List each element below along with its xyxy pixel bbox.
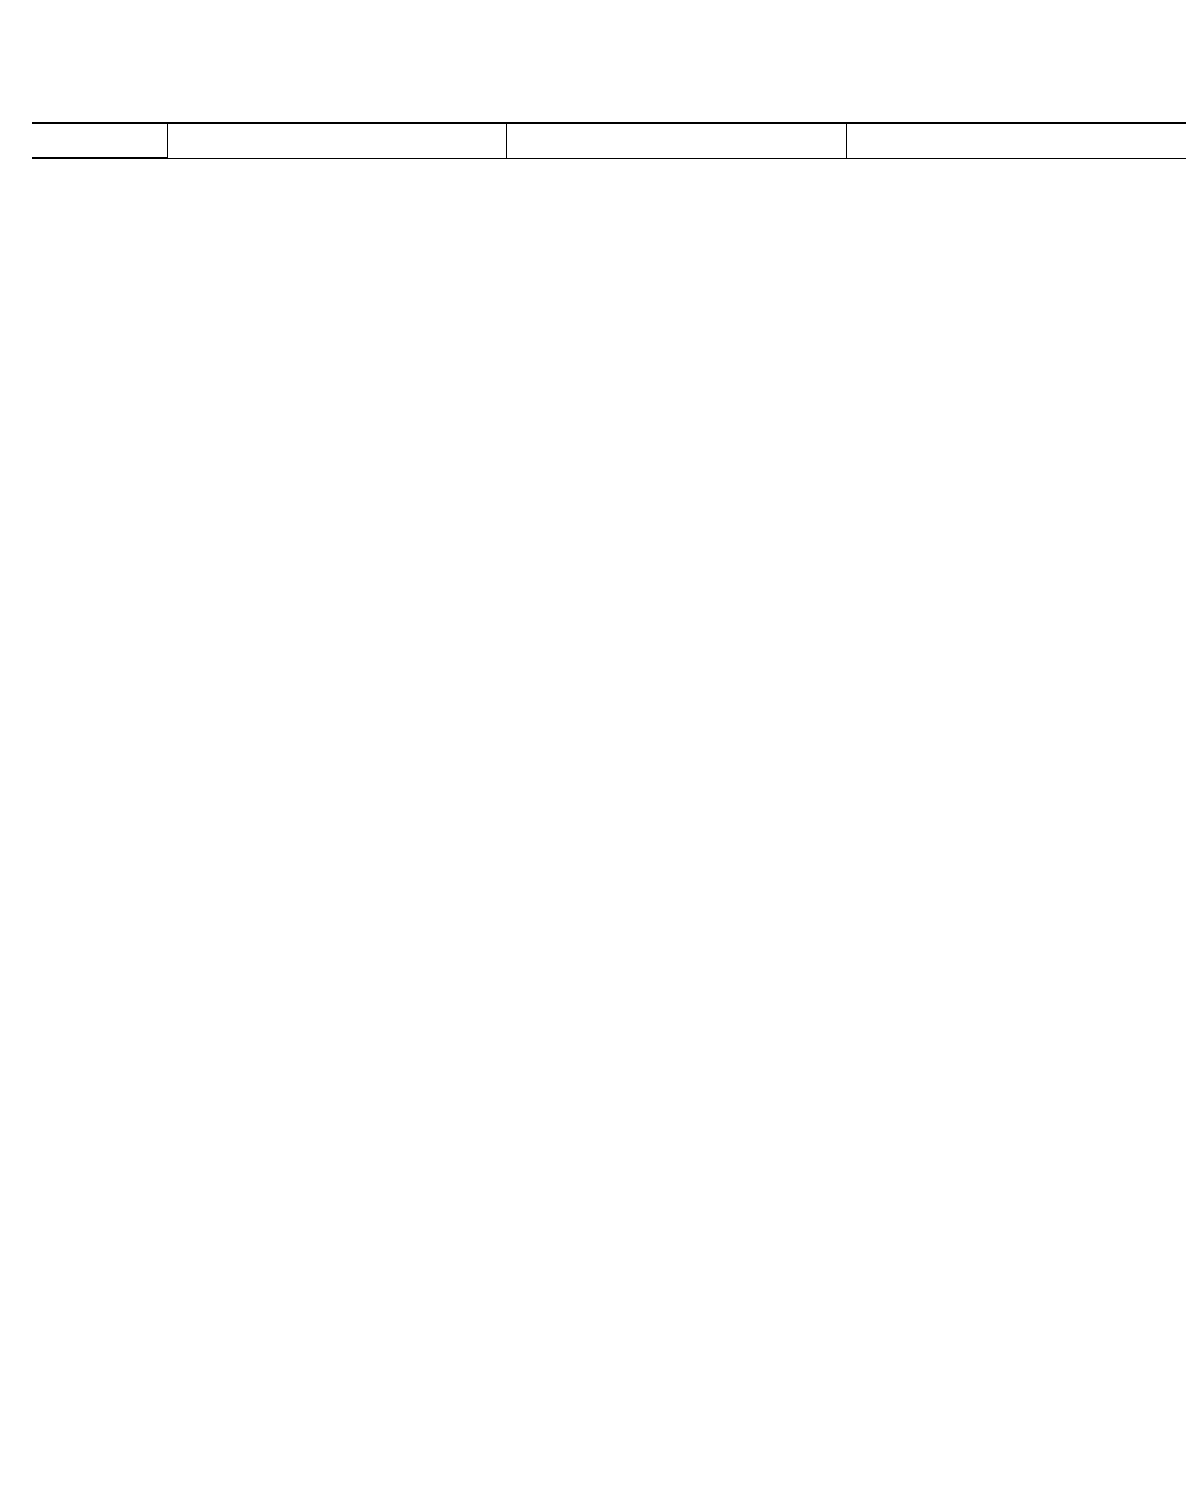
city-column-header — [32, 123, 167, 158]
group-header-medium — [507, 123, 847, 158]
group-header-large — [846, 123, 1186, 158]
group-header-small — [167, 123, 507, 158]
price-index-table — [32, 122, 1186, 159]
table-header — [32, 123, 1186, 158]
